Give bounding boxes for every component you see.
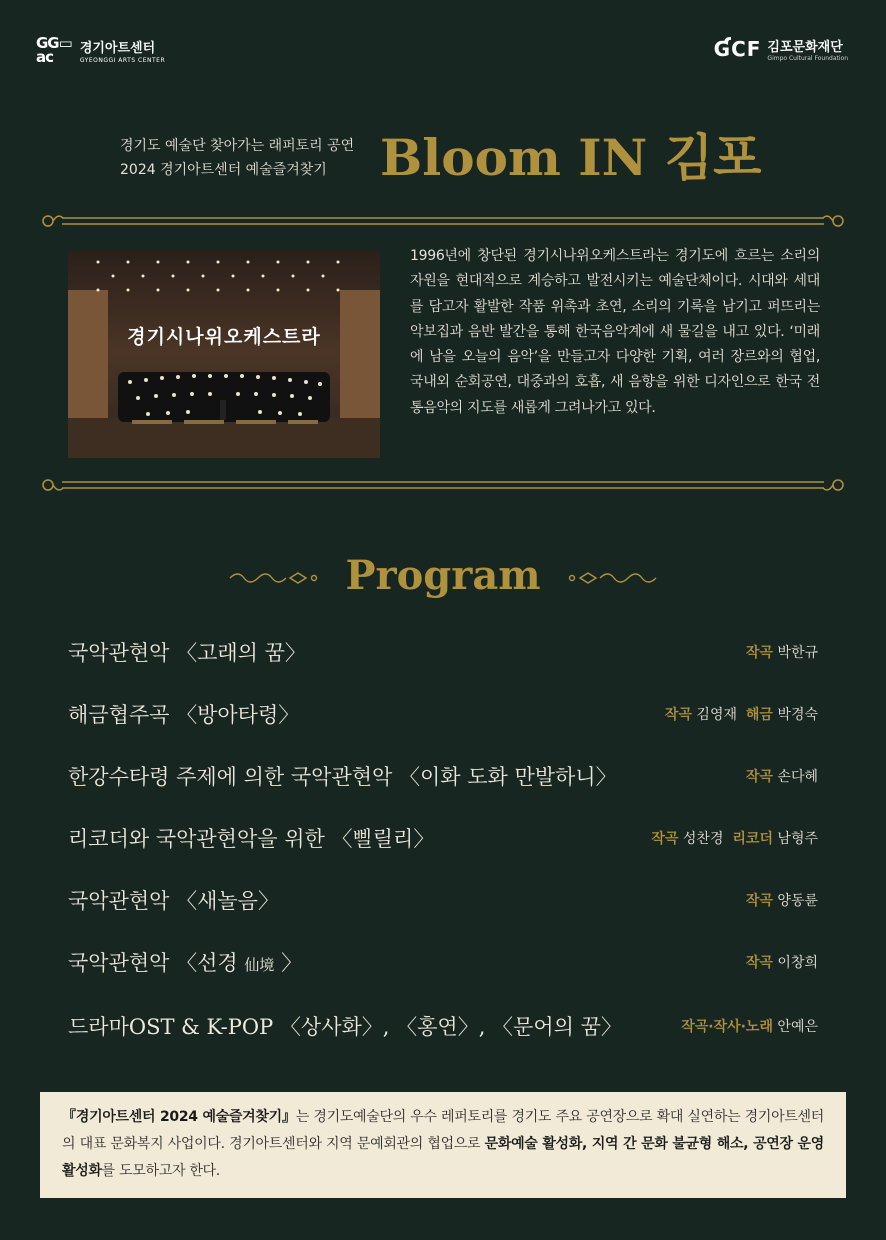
- ornament-frame-bottom: [36, 470, 850, 500]
- program-item-credit: 작곡 김영재 해금 박경숙: [664, 707, 818, 723]
- program-item-4: [68, 820, 818, 856]
- orchestra-illustration: [68, 250, 380, 458]
- program-title: Program: [345, 552, 541, 599]
- orchestra-description: 1996년에 창단된 경기시나위오케스트라는 경기도에 흐르는 소리의 자원을 현대적으로 계승하고 발전시키는 예술단체이다. 시대와 세대를 담고자 활발한 작품 위촉과 초연, 소리의 기록을 남기고 퍼뜨리는 악보집과 음반 발간을 통해 한국음악계에 새 물길을 내고 있다. ‘미래에 남을 오늘의 음악’을 만들고자 다양한 기획, 여러 장르와의 협업, 국내외 순회공연, 대중과의 호흡, 새 음향을 위한 디자인으로 한국 전통음악의 지도를 새롭게 그려나가고 있다.: [410, 248, 820, 416]
- program-item-credit: 작곡 손다혜: [745, 769, 818, 785]
- program-item-5: [68, 882, 818, 918]
- subtitle: [120, 134, 354, 182]
- logo-right-name: 김포문화재단: [767, 40, 843, 55]
- program-item-title: 드라마OST & K-POP 〈상사화〉, 〈홍연〉, 〈문어의 꿈〉: [68, 1015, 622, 1039]
- program-item-title: 국악관현악 〈고래의 꿈〉: [68, 641, 306, 665]
- program-item-credit: 작곡 이창희: [745, 955, 818, 971]
- program-item-title: 국악관현악 〈새놀음〉: [68, 889, 279, 913]
- logo-right-en: Gimpo Cultural Foundation: [767, 55, 848, 62]
- footer-text: 『경기아트센터 2024 예술즐겨찾기』는 경기도예술단의 우수 레퍼토리를 경기도 주요 공연장으로 확대 실연하는 경기아트센터의 대표 문화복지 사업이다. 경기아트센터와 지역 문예회관의 협업으로 문화예술 활성화, 지역 간 문화 불균형 해소, 공연장 운영 활성화를 도모하고자 한다.: [62, 1109, 824, 1179]
- program-item-6: [68, 944, 818, 980]
- program-item-3: [68, 758, 818, 794]
- program-item-credit: 작곡 양동륜: [745, 893, 818, 909]
- logo-left-en: GYEONGGI ARTS CENTER: [79, 56, 166, 64]
- subtitle-line1: 경기도 예술단 찾아가는 래퍼토리 공연: [120, 138, 355, 154]
- orchestra-photo: [68, 250, 380, 458]
- program-item-title: 국악관현악 〈선경 仙境 〉: [68, 951, 303, 975]
- program-item-title: 해금협주곡 〈방아타령〉: [68, 703, 300, 727]
- ornament-frame-top: [36, 206, 850, 236]
- program-item-7: [68, 1008, 818, 1044]
- program-item-2: [68, 696, 818, 732]
- program-item-1: [68, 634, 818, 670]
- ggac-logo-mark: GG▭ ac: [36, 34, 72, 66]
- flourish-right-icon: [566, 566, 658, 590]
- main-title: Bloom IN 김포: [380, 128, 762, 187]
- subtitle-line2: 2024 경기아트센터 예술즐겨찾기: [120, 162, 327, 178]
- gyeonggi-arts-center-logo: [36, 36, 165, 64]
- logo-left-name: 경기아트센터: [79, 40, 156, 56]
- program-item-credit: 작곡·작사·노래 안예은: [681, 1019, 818, 1035]
- program-item-hanja: 仙境: [244, 956, 275, 974]
- program-item-credit: 작곡 성찬경 리코더 남형주: [651, 831, 818, 847]
- photo-label: 경기시나위오케스트라: [127, 326, 321, 348]
- program-item-credit: 작곡 박한규: [745, 645, 818, 661]
- program-item-title: 한강수타령 주제에 의한 국악관현악 〈이화 도화 만발하니〉: [68, 765, 617, 789]
- footer-info-box: [40, 1092, 846, 1198]
- gimpo-cultural-foundation-logo: [714, 36, 848, 62]
- gcf-logo-mark: ƓϹϜ: [713, 37, 762, 61]
- program-item-title: 리코더와 국악관현악을 위한 〈삘릴리〉: [68, 827, 435, 851]
